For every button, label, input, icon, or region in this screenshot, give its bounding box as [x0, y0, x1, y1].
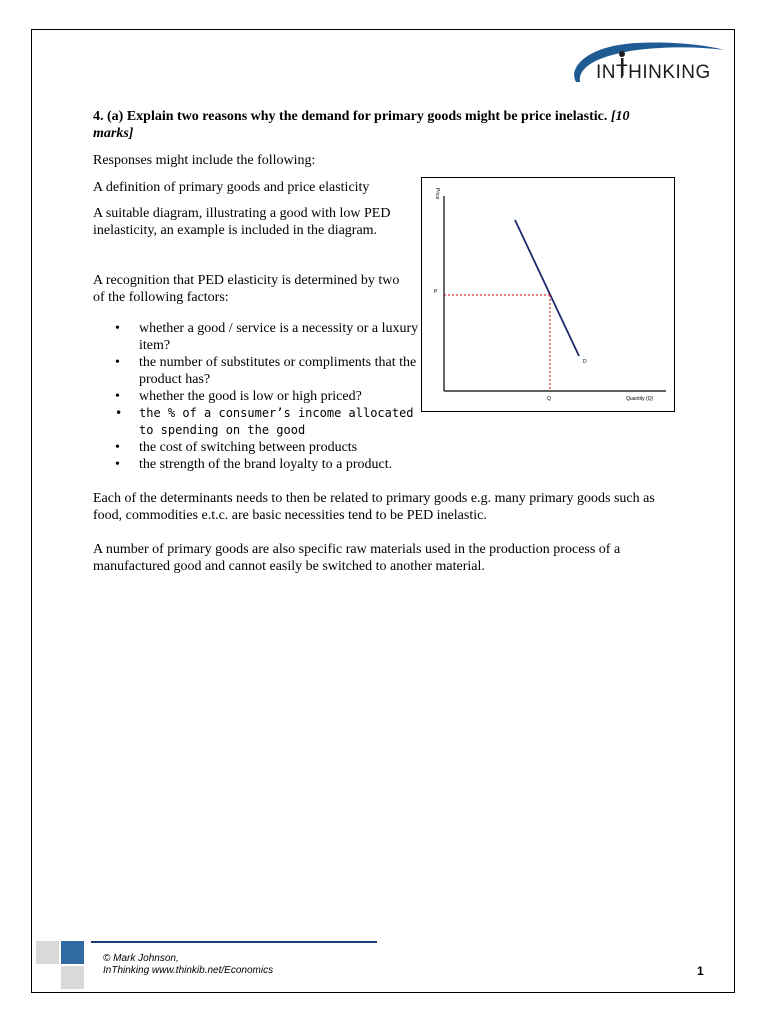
list-item: • the cost of switching between products — [115, 439, 435, 456]
question-title — [93, 108, 673, 142]
list-item: • the % of a consumer’s income allocated to spending on the good — [115, 405, 435, 439]
footer-site: InThinking www.thinkib.net/Economics — [103, 965, 274, 976]
footer-square — [36, 941, 59, 964]
page-number: 1 — [697, 964, 704, 978]
logo-wordmark: INTHINKING — [596, 62, 711, 83]
footer-square — [61, 941, 84, 964]
recognition-text: A recognition that PED elasticity is determined by two of the following factors: — [93, 273, 400, 305]
y-axis-label: Price — [434, 188, 440, 200]
list-item: • whether the good is low or high priced? — [115, 388, 435, 405]
demand-curve — [515, 220, 579, 356]
footer-square — [61, 966, 84, 989]
determinants-text: Each of the determinants needs to then be related to primary goods e.g. many primary goods such as food, commodities e.t.c. are basic necessities tend to be PED inelastic. — [93, 491, 655, 523]
quantity-label: Q — [547, 396, 551, 402]
demand-diagram — [421, 177, 675, 412]
diagram-note-text: A suitable diagram, illustrating a good with low PED inelasticity, an example is included in the diagram. — [93, 206, 391, 238]
question-text: 4. (a) Explain two reasons why the demand for primary goods might be price inelastic. — [93, 109, 608, 124]
footer-author: © Mark Johnson, — [103, 953, 179, 964]
price-label: P — [434, 289, 438, 295]
question-block — [93, 108, 673, 142]
footer-square — [36, 966, 59, 989]
footer-credit — [103, 953, 273, 977]
curve-label: D — [583, 359, 587, 365]
list-item: • the strength of the brand loyalty to a product. — [115, 456, 435, 473]
footer-rule — [91, 941, 377, 943]
raw-materials-text: A number of primary goods are also specific raw materials used in the production process of a manufactured good and cannot easily be switched to another material. — [93, 542, 621, 574]
list-item: • whether a good / service is a necessity or a luxury item? — [115, 320, 435, 354]
x-axis-label: Quantity (Q) — [626, 396, 654, 402]
list-item: • the number of substitutes or compliments that the product has? — [115, 354, 435, 388]
factors-list — [115, 320, 435, 473]
intro-text: Responses might include the following: — [93, 153, 316, 168]
question-marks: [10 marks] — [93, 109, 630, 141]
definition-text: A definition of primary goods and price elasticity — [93, 180, 370, 195]
